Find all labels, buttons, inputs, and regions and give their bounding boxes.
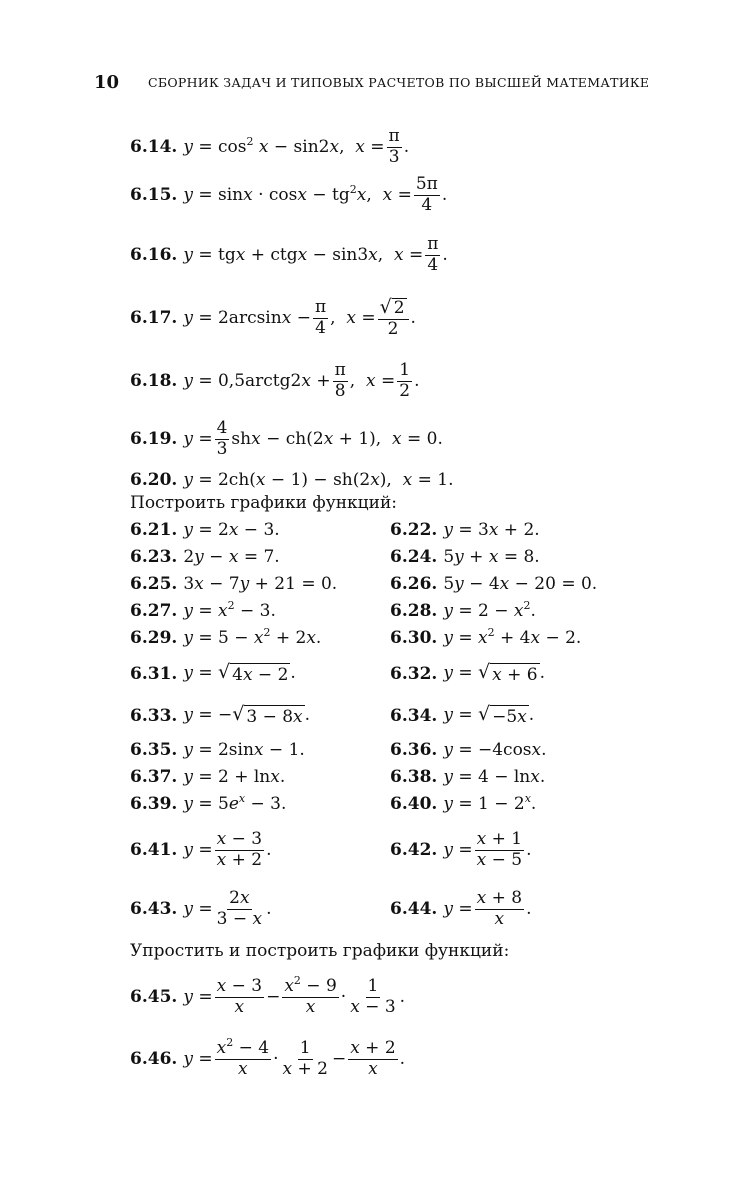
formula: y = √ 4x − 2 . <box>183 661 296 685</box>
problem-6-16 <box>130 236 448 275</box>
problem-number: 6.23. <box>130 547 178 567</box>
formula: $y = 2 - x^2$. <box>443 599 536 621</box>
formula: y = √ x + 6 . <box>443 661 545 685</box>
problem-6-17 <box>130 298 416 339</box>
problem-number: 6.15. <box>130 185 178 206</box>
formula: y = −4cosx. <box>443 740 547 760</box>
formula: 3x − 7y + 21 = 0. <box>183 574 338 594</box>
formula: $y = 1 - 2^x$. <box>443 792 537 814</box>
problem-number: 6.19. <box>130 429 178 450</box>
problem-6-40 <box>390 794 536 814</box>
formula: y = 0,5arctg2x + $\frac{\pi}{8}$ , x = $\frac{1}{2}$ . <box>183 360 420 401</box>
problem-6-41 <box>130 831 271 870</box>
formula: y = $\frac{x + 8}{x}$ . <box>443 888 532 929</box>
problem-6-45 <box>130 974 406 1017</box>
formula: y = − √ 3 − 8x . <box>183 703 311 727</box>
problem-number: 6.21. <box>130 520 178 540</box>
problem-6-25 <box>130 574 337 594</box>
formula: y = $\frac{x - 3}{x}$ − $\frac{x^2 - 9}{x}$ · $\frac{1}{x - 3}$ . <box>183 974 406 1017</box>
problem-6-34 <box>390 705 534 727</box>
problem-number: 6.18. <box>130 371 178 392</box>
problem-number: 6.45. <box>130 987 178 1008</box>
problem-number: 6.41. <box>130 840 178 861</box>
problem-6-31 <box>130 663 296 685</box>
problem-number: 6.40. <box>390 794 438 814</box>
formula: $y = x^2 + 4x - 2$. <box>443 626 582 648</box>
formula: y = 2sinx − 1. <box>183 740 305 760</box>
problem-6-23 <box>130 547 280 567</box>
problem-6-27 <box>130 601 276 621</box>
problem-number: 6.44. <box>390 899 438 920</box>
formula: y = $\frac{x^2 - 4}{x}$ · $\frac{1}{x + 2}$ − $\frac{x + 2}{x}$ . <box>183 1036 406 1079</box>
problem-6-20 <box>130 470 454 490</box>
problem-6-21 <box>130 520 280 540</box>
problem-6-22 <box>390 520 540 540</box>
problem-number: 6.46. <box>130 1049 178 1070</box>
problem-number: 6.17. <box>130 308 178 329</box>
problem-6-43 <box>130 890 271 929</box>
problem-6-15 <box>130 176 447 215</box>
formula: $y = \sin x \cdot \cos x - tg^2x$, x = $\frac{5\pi}{4}$ . <box>183 174 448 215</box>
problem-number: 6.27. <box>130 601 178 621</box>
problem-6-32 <box>390 663 545 685</box>
problem-6-35 <box>130 740 305 760</box>
problem-number: 6.28. <box>390 601 438 621</box>
problem-number: 6.35. <box>130 740 178 760</box>
formula: $y = x^2 - 3$. <box>183 599 276 621</box>
problem-6-28 <box>390 601 536 621</box>
problem-6-19 <box>130 420 443 459</box>
problem-number: 6.32. <box>390 664 438 684</box>
problem-number: 6.20. <box>130 470 178 490</box>
problem-6-29 <box>130 628 321 648</box>
formula: 5y + x = 8. <box>443 547 540 567</box>
problem-number: 6.14. <box>130 137 178 158</box>
problem-6-39 <box>130 794 286 814</box>
page-number: 10 <box>94 72 120 93</box>
formula: y = $\frac{x - 3}{x + 2}$ . <box>183 829 272 870</box>
problem-number: 6.43. <box>130 899 178 920</box>
problem-number: 6.16. <box>130 245 178 266</box>
problem-number: 6.29. <box>130 628 178 648</box>
formula: y = 4 − lnx. <box>443 767 546 787</box>
formula: y = $\frac{2x}{3 - x}$ . <box>183 888 272 929</box>
formula: y = $\frac{x + 1}{x - 5}$ . <box>443 829 532 870</box>
formula: y = $\frac{4}{3}$ shx − ch(2x + 1), x = 0. <box>183 418 443 459</box>
problem-number: 6.31. <box>130 664 178 684</box>
problem-6-37 <box>130 767 285 787</box>
problem-number: 6.42. <box>390 840 438 861</box>
problem-number: 6.37. <box>130 767 178 787</box>
problem-6-30 <box>390 628 581 648</box>
problem-number: 6.30. <box>390 628 438 648</box>
problem-6-44 <box>390 890 531 929</box>
formula: y = 2ch(x − 1) − sh(2x), x = 1. <box>183 470 454 490</box>
problem-number: 6.25. <box>130 574 178 594</box>
page-header <box>0 72 755 96</box>
problem-number: 6.34. <box>390 706 438 726</box>
formula: y = 2x − 3. <box>183 520 280 540</box>
problem-number: 6.38. <box>390 767 438 787</box>
formula: y = tgx + ctgx − sin3x, x = $\frac{\pi}{4}$ . <box>183 234 448 275</box>
problem-6-38 <box>390 767 545 787</box>
problem-6-14 <box>130 128 409 167</box>
problem-6-24 <box>390 547 540 567</box>
problem-6-36 <box>390 740 547 760</box>
formula: $y = 5 - x^2 + 2x$. <box>183 626 322 648</box>
problem-6-18 <box>130 362 419 401</box>
formula: 2y − x = 7. <box>183 547 280 567</box>
problem-number: 6.24. <box>390 547 438 567</box>
formula: y = 3x + 2. <box>443 520 540 540</box>
formula: y = √ −5x . <box>443 703 535 727</box>
problem-number: 6.22. <box>390 520 438 540</box>
problem-number: 6.39. <box>130 794 178 814</box>
instruction-simplify-build: Упростить и построить графики функций: <box>130 941 510 961</box>
formula: 5y − 4x − 20 = 0. <box>443 574 598 594</box>
problem-number: 6.26. <box>390 574 438 594</box>
problem-number: 6.36. <box>390 740 438 760</box>
formula: y = 2 + lnx. <box>183 767 286 787</box>
problem-6-46 <box>130 1036 406 1079</box>
problem-6-42 <box>390 831 531 870</box>
running-title: СБОРНИК ЗАДАЧ И ТИПОВЫХ РАСЧЕТОВ ПО ВЫСШЕЙ МАТЕМАТИКЕ <box>148 75 650 90</box>
problem-6-33 <box>130 705 310 727</box>
instruction-build-graphs: Построить графики функций: <box>130 493 398 513</box>
formula: $y = \cos^2 x - \sin 2x$, x = $\frac{\pi}{3}$ . <box>183 126 410 167</box>
problem-6-26 <box>390 574 597 594</box>
formula: y = 2arcsinx − $\frac{\pi}{4}$ , x = √ 2 2 . <box>183 296 416 339</box>
problem-number: 6.33. <box>130 706 178 726</box>
formula: $y = 5e^x - 3$. <box>183 792 287 814</box>
